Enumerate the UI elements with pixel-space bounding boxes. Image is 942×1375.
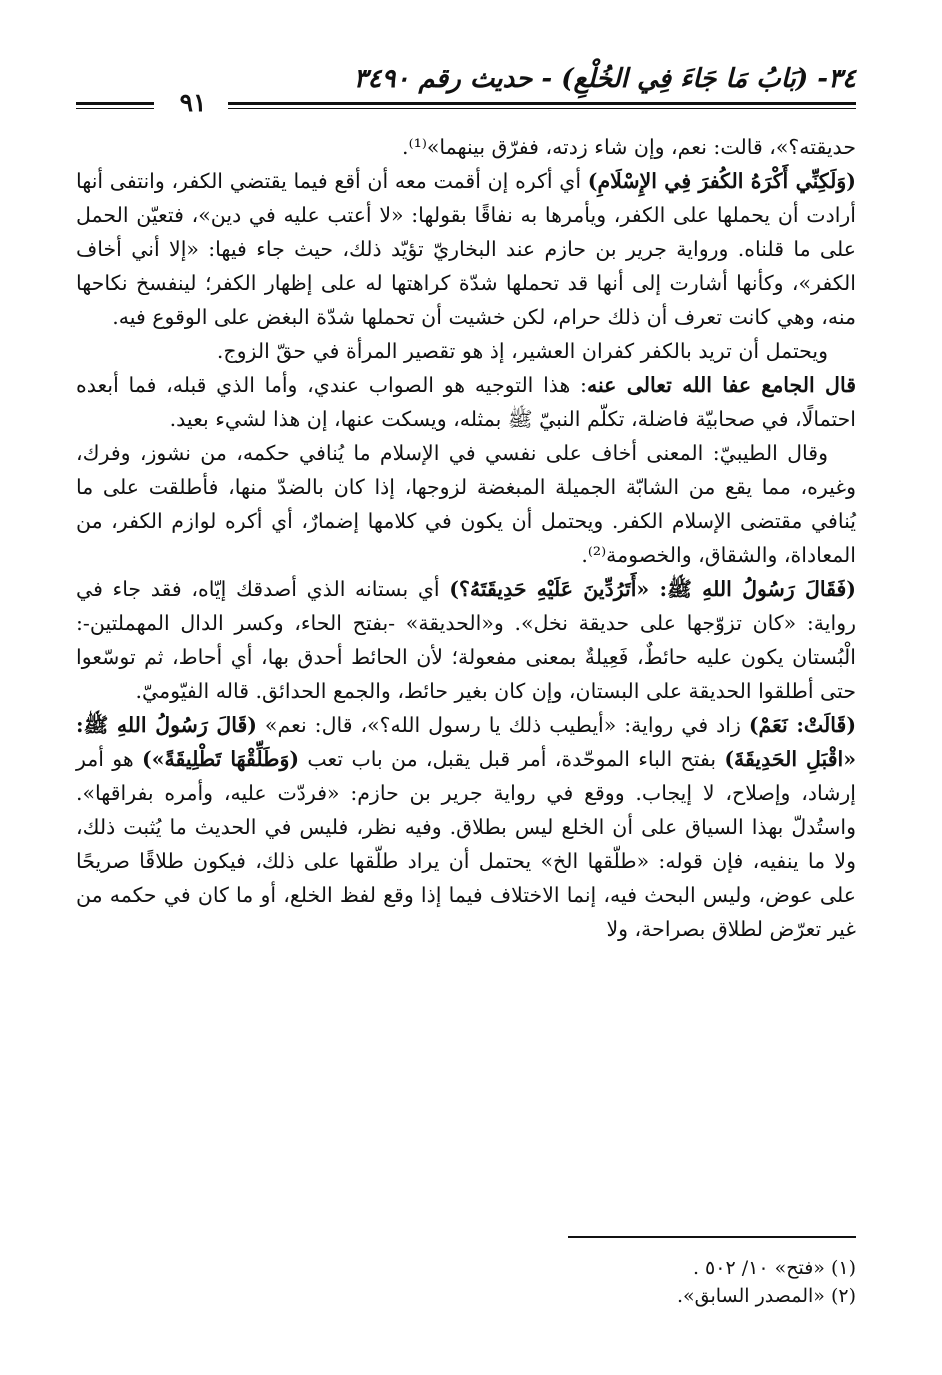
paragraph bbox=[76, 164, 856, 334]
header-rule-right bbox=[228, 102, 856, 109]
commentary-text: زاد في رواية: «أيطيب ذلك يا رسول الله؟»، قال: نعم» bbox=[256, 713, 749, 737]
page-number: ٩١ bbox=[179, 88, 207, 117]
highlighted-hadith-text: (وَلَكِنِّي أَكْرَهُ الكُفرَ فِي الإِسْلَامِ) bbox=[587, 169, 857, 193]
commentary-text: هو أمر إرشاد، وإصلاح، لا إيجاب. ووقع في رواية جرير بن حازم: «فردّت عليه، وأمره بفراقها». واستُدلّ بهذا السياق على أن الخلع ليس بطلاق. وفيه نظر، فليس في الحديث ما يُثبت ذلك، ولا ما ينفيه، فإن قوله: «طلّقها الخ» يحتمل أن يراد طلّقها على ذلك، فيكون طلاقًا صريحًا على عوض، وليس البحث فيه، إنما الاختلاف فيما إذا وقع لفظ الخلع، أو ما كان في حكمه من غير تعرّض لطلاق بصراحة، ولا bbox=[76, 747, 856, 941]
commentary-text: حديقته؟»، قالت: نعم، وإن شاء زدته، ففرّق بينهما»⁽¹⁾. bbox=[402, 135, 856, 159]
page-header bbox=[76, 58, 856, 124]
footnote-2: (٢) «المصدر السابق». bbox=[676, 1285, 856, 1307]
footnote-1: (١) «فتح» ١٠/ ٥٠٢ . bbox=[692, 1257, 856, 1279]
commentary-text: أي بستانه الذي أصدقك إيّاه، فقد جاء في رواية: «كان تزوّجها على حديقة نخل». و«الحديقة» -بفتح الحاء، وكسر الدال المهملتين-: الْبُستان يكون عليه حائطٌ، فَعِيلةٌ بمعنى مفعولة؛ لأن الحائط أحدق بها، أي أحاط، ثم توسّعوا حتى أطلقوا الحديقة على البستان، وإن كان بغير حائط، والجمع الحدائق. قاله الفيّوميّ. bbox=[76, 577, 856, 703]
highlighted-hadith-text: قال الجامع عفا الله تعالى عنه bbox=[586, 373, 856, 397]
commentary-text: ويحتمل أن تريد بالكفر كفران العشير، إذ هو تقصير المرأة في حقّ الزوج. bbox=[216, 339, 828, 363]
body-text bbox=[76, 130, 856, 946]
book-page bbox=[76, 58, 856, 1348]
highlighted-hadith-text: (وَطَلِّقْهَا تَطْلِيقَةً») bbox=[142, 747, 300, 771]
chapter-title: ٣٤- (بَابُ مَا جَاءَ فِي الخُلْعِ) - حديث رقم ٣٤٩٠ bbox=[353, 64, 856, 94]
commentary-text: بفتح الباء الموحّدة، أمر قبل يقبل، من باب تعب bbox=[299, 747, 725, 771]
highlighted-hadith-text: (فَقَالَ رَسُولُ اللهِ ﷺ: «أَتَرُدِّينَ عَلَيْهِ حَدِيقَتَهُ؟) bbox=[449, 577, 857, 601]
highlighted-hadith-text: (قَالَتْ: نَعَمْ) bbox=[748, 713, 857, 737]
paragraph bbox=[76, 130, 856, 164]
footnotes bbox=[76, 1254, 856, 1310]
header-rule-left bbox=[76, 102, 154, 109]
paragraph bbox=[76, 572, 856, 708]
paragraph bbox=[76, 334, 856, 368]
commentary-text: وقال الطيبيّ: المعنى أخاف على نفسي في الإسلام ما يُنافي حكمه، من نشوز، وفرك، وغيره، مما يقع من الشابّة الجميلة المبغضة لزوجها، إذا كان بالضدّ منها، فأطلقت على ما يُنافي مقتضى الإسلام الكفر. ويحتمل أن يكون في كلامها إضمارٌ، أي أكره لوازم الكفر، من المعاداة، والشقاق، والخصومة⁽²⁾. bbox=[76, 441, 856, 567]
commentary-text: أي أكره إن أقمت معه أن أقع فيما يقتضي الكفر، وانتفى أنها أرادت أن يحملها على الكفر، ويأمرها به نفاقًا بقولها: «لا أعتب عليه في دين»، فتعيّن الحمل على ما قلناه. ورواية جرير بن حازم عند البخاريّ تؤيّد ذلك، حيث جاء فيها: «إلا أني أخاف الكفر»، وكأنها أشارت إلى أنها قد تحملها شدّة كراهتها له على إظهار الكفر؛ لينفسخ نكاحها منه، وهي كانت تعرف أن ذلك حرام، لكن خشيت أن تحملها شدّة البغض على الوقوع فيه. bbox=[76, 169, 856, 329]
paragraph bbox=[76, 368, 856, 436]
paragraph bbox=[76, 708, 856, 946]
footnote-separator bbox=[568, 1236, 856, 1238]
paragraph bbox=[76, 436, 856, 572]
commentary-text: : هذا التوجيه هو الصواب عندي، وأما الذي قبله، فما أبعده احتمالًا، في صحابيّة فاضلة، تكلّم النبيّ ﷺ بمثله، ويسكت عنها، إن هذا لشيء بعيد. bbox=[76, 373, 856, 431]
highlighted-hadith-text: (قَالَ رَسُولُ اللهِ ﷺ: «اقْبَلِ الحَدِيقَةَ) bbox=[76, 713, 857, 771]
